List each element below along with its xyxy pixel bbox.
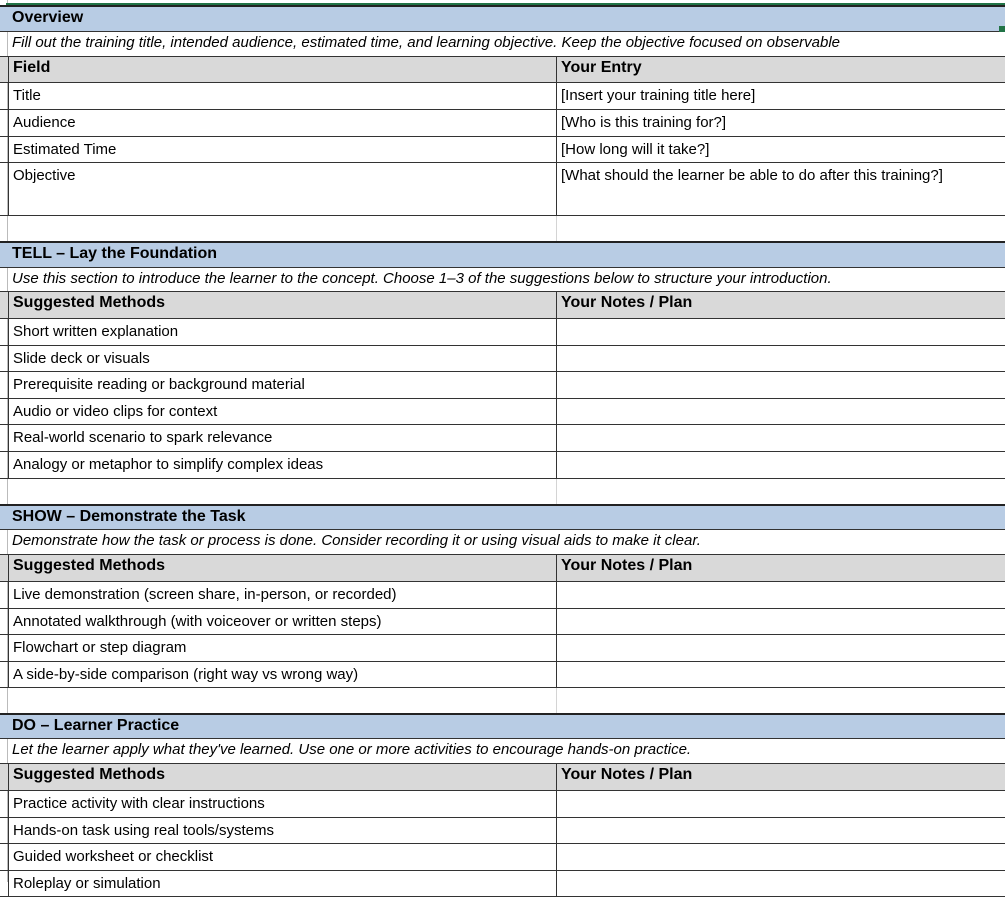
cell-method[interactable]: Slide deck or visuals <box>8 346 557 371</box>
table-row <box>0 609 1005 635</box>
cell-notes[interactable] <box>557 319 1005 345</box>
cell-method[interactable]: Guided worksheet or checklist <box>8 844 557 870</box>
blank-row <box>0 479 1005 504</box>
cell-method[interactable]: Short written explanation <box>8 319 557 345</box>
section-description[interactable]: Use this section to introduce the learner to the concept. Choose 1–3 of the suggestions below to structure your introduction. <box>12 270 832 287</box>
section-tell-title-row <box>0 241 1005 268</box>
cell-field[interactable]: Audience <box>8 110 557 136</box>
empty-cell[interactable] <box>557 688 1005 713</box>
table-row <box>0 871 1005 897</box>
cell-entry[interactable]: [Who is this training for?] <box>561 114 727 131</box>
section-tell-description-row <box>0 268 1005 292</box>
column-header-notes[interactable]: Your Notes / Plan <box>561 766 693 783</box>
section-title[interactable]: DO – Learner Practice <box>12 717 180 734</box>
empty-cell[interactable] <box>8 479 557 504</box>
cell-method[interactable]: Prerequisite reading or background material <box>8 372 557 398</box>
cell-entry[interactable]: [Insert your training title here] <box>561 87 756 104</box>
cell-notes[interactable] <box>557 399 1005 424</box>
cell-field[interactable]: Title <box>8 83 557 109</box>
cell-method[interactable]: Live demonstration (screen share, in-person, or recorded) <box>8 582 557 608</box>
section-overview-description-row <box>0 32 1005 57</box>
section-description[interactable]: Demonstrate how the task or process is done. Consider recording it or using visual aids to make it clear. <box>12 532 701 549</box>
blank-row <box>0 688 1005 713</box>
table-row <box>0 844 1005 871</box>
table-row <box>0 372 1005 399</box>
section-show-description-row <box>0 530 1005 555</box>
table-row <box>0 662 1005 688</box>
section-description[interactable]: Fill out the training title, intended audience, estimated time, and learning objective. Keep the objective focused on observable <box>12 34 841 51</box>
cell-field[interactable]: Estimated Time <box>8 137 557 162</box>
blank-row <box>0 216 1005 241</box>
active-cell-border <box>6 3 1005 5</box>
table-row <box>0 110 1005 137</box>
empty-cell[interactable] <box>557 216 1005 241</box>
table-row <box>0 635 1005 662</box>
table-header-row <box>0 555 1005 582</box>
column-header-notes[interactable]: Your Notes / Plan <box>561 294 693 311</box>
table-header-row <box>0 57 1005 83</box>
cell-method[interactable]: Audio or video clips for context <box>8 399 557 424</box>
cell-notes[interactable] <box>557 844 1005 870</box>
cell-notes[interactable] <box>557 871 1005 896</box>
table-row <box>0 346 1005 372</box>
cell-entry[interactable]: [What should the learner be able to do after this training?] <box>561 167 943 184</box>
table-row <box>0 163 1005 216</box>
cell-method[interactable]: A side-by-side comparison (right way vs wrong way) <box>8 662 557 687</box>
cell-method[interactable]: Real-world scenario to spark relevance <box>8 425 557 451</box>
section-title[interactable]: Overview <box>12 9 84 26</box>
table-header-row <box>0 764 1005 791</box>
cell-method[interactable]: Roleplay or simulation <box>8 871 557 896</box>
table-header-row <box>0 292 1005 319</box>
column-header-notes[interactable]: Your Notes / Plan <box>561 557 693 574</box>
cell-notes[interactable] <box>557 582 1005 608</box>
cell-notes[interactable] <box>557 346 1005 371</box>
section-do-title-row <box>0 713 1005 739</box>
cell-notes[interactable] <box>557 425 1005 451</box>
empty-cell[interactable] <box>557 479 1005 504</box>
cell-method[interactable]: Annotated walkthrough (with voiceover or written steps) <box>8 609 557 634</box>
column-header-field[interactable]: Field <box>8 57 557 82</box>
cell-method[interactable]: Analogy or metaphor to simplify complex ideas <box>8 452 557 478</box>
table-row <box>0 319 1005 346</box>
empty-cell[interactable] <box>8 216 557 241</box>
table-row <box>0 818 1005 844</box>
table-row <box>0 425 1005 452</box>
section-do-description-row <box>0 739 1005 764</box>
table-row <box>0 791 1005 818</box>
column-header-methods[interactable]: Suggested Methods <box>8 292 557 318</box>
table-row <box>0 399 1005 425</box>
cell-notes[interactable] <box>557 791 1005 817</box>
fill-handle[interactable] <box>999 26 1005 32</box>
section-title[interactable]: SHOW – Demonstrate the Task <box>12 508 246 525</box>
section-overview-title-row <box>0 5 1005 32</box>
cell-notes[interactable] <box>557 372 1005 398</box>
section-description[interactable]: Let the learner apply what they've learned. Use one or more activities to encourage hands-on practice. <box>12 741 692 758</box>
column-header-methods[interactable]: Suggested Methods <box>8 764 557 790</box>
column-header-methods[interactable]: Suggested Methods <box>8 555 557 581</box>
cell-method[interactable]: Hands-on task using real tools/systems <box>8 818 557 843</box>
table-row <box>0 582 1005 609</box>
cell-notes[interactable] <box>557 662 1005 687</box>
empty-cell[interactable] <box>8 688 557 713</box>
section-title[interactable]: TELL – Lay the Foundation <box>12 245 218 262</box>
cell-field[interactable]: Objective <box>8 163 557 215</box>
cell-entry[interactable]: [How long will it take?] <box>561 141 710 158</box>
cell-notes[interactable] <box>557 452 1005 478</box>
cell-notes[interactable] <box>557 818 1005 843</box>
cell-method[interactable]: Practice activity with clear instructions <box>8 791 557 817</box>
section-show-title-row <box>0 504 1005 530</box>
cell-notes[interactable] <box>557 635 1005 661</box>
column-header-entry[interactable]: Your Entry <box>561 59 642 76</box>
table-row <box>0 83 1005 110</box>
table-row <box>0 137 1005 163</box>
table-row <box>0 452 1005 479</box>
cell-notes[interactable] <box>557 609 1005 634</box>
cell-method[interactable]: Flowchart or step diagram <box>8 635 557 661</box>
